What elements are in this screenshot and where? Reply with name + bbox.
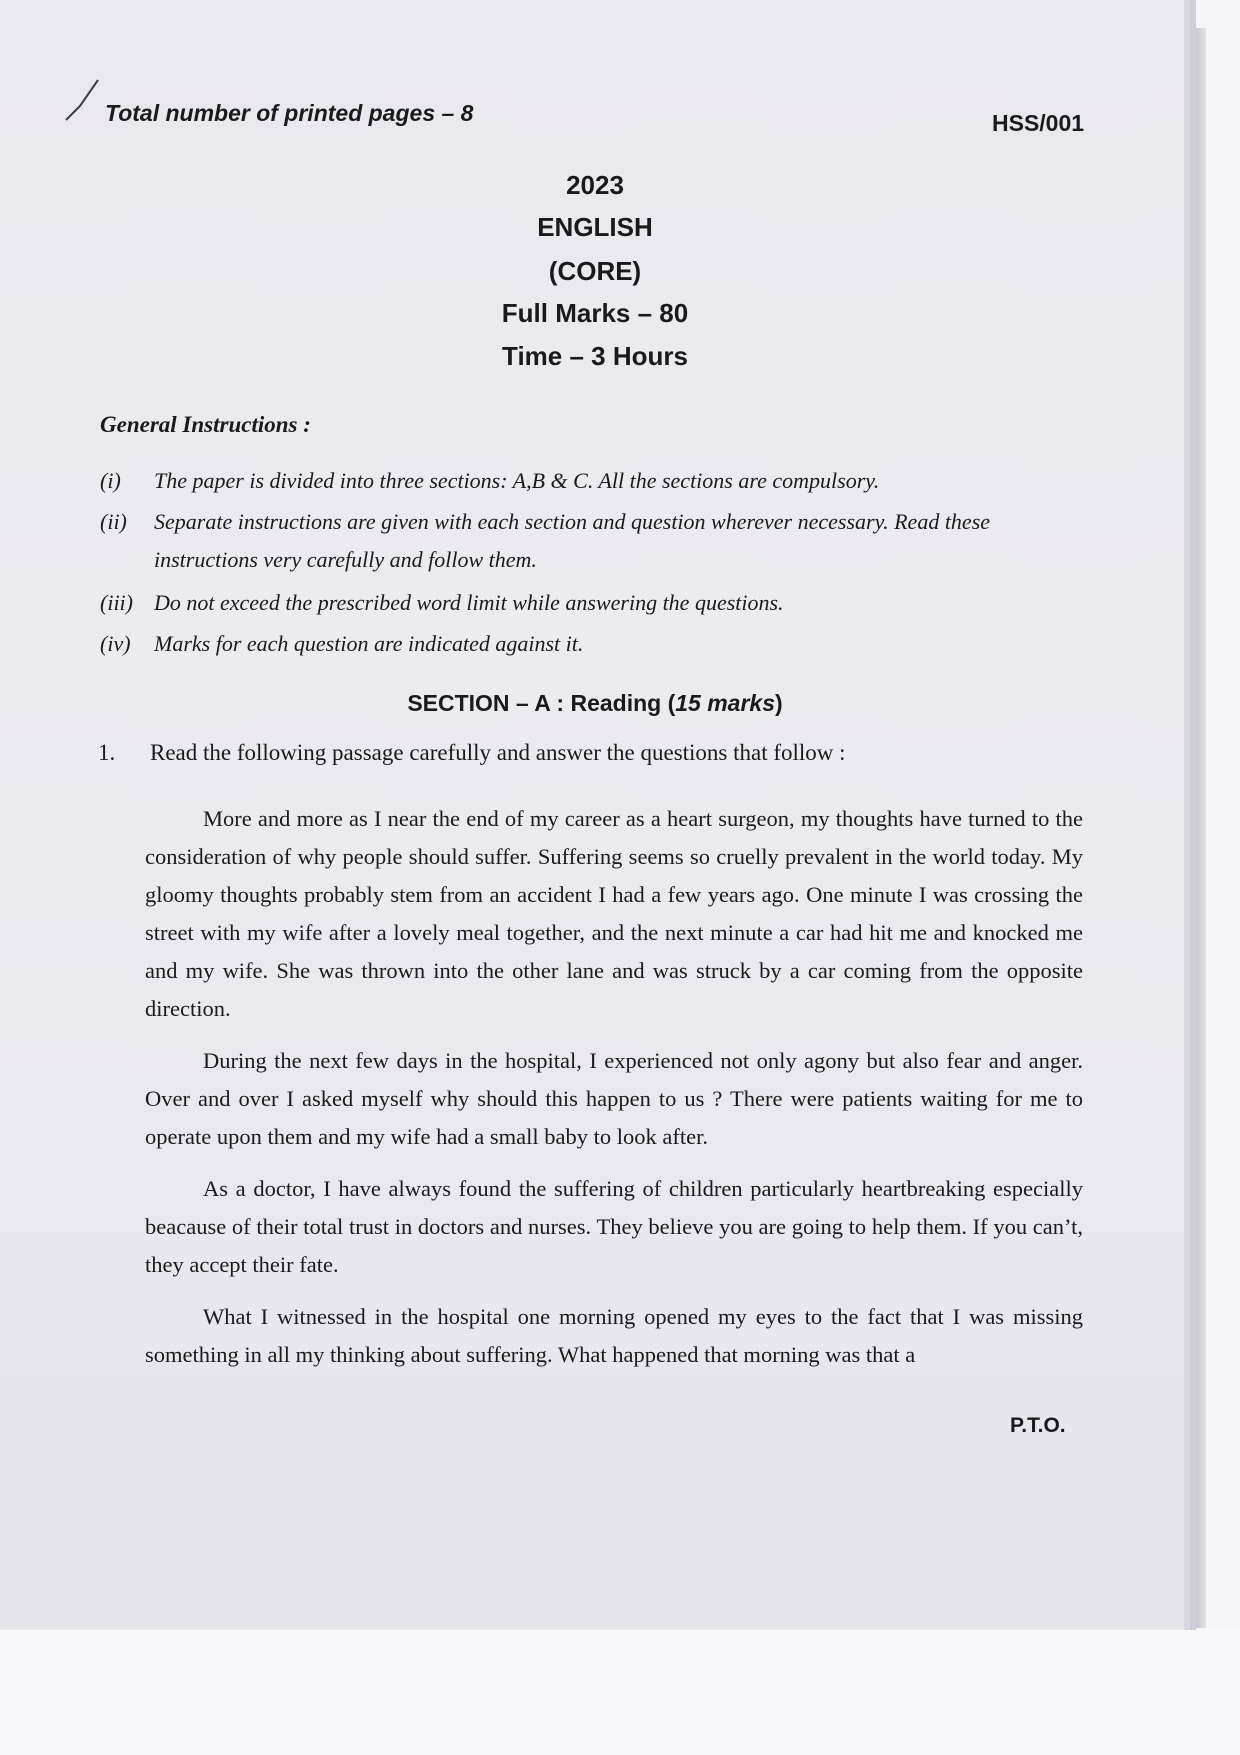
instruction-item — [100, 625, 1100, 663]
instruction-number: (ii) — [100, 509, 127, 534]
question-prompt: Read the following passage carefully and answer the questions that follow : — [150, 740, 846, 765]
printed-pages-label: Total number of printed pages – 8 — [105, 100, 474, 126]
passage-paragraph: As a doctor, I have always found the suffering of children particularly heartbreaking especially beacause of their total trust in doctors and nurses. They believe you are going to help them. If you can’t, they accept their fate. — [145, 1176, 1083, 1277]
instruction-text: Marks for each question are indicated against it. — [154, 631, 584, 656]
instruction-text: The paper is divided into three sections: A,B & C. All the sections are compulsory. — [154, 468, 880, 493]
pen-tick-mark — [62, 78, 102, 124]
paper-type: (CORE) — [548, 256, 642, 286]
instruction-item — [100, 503, 1100, 579]
section-a-heading — [0, 690, 1190, 717]
exam-year: 2023 — [566, 170, 624, 200]
page-edge — [1196, 28, 1206, 1628]
subject-title: ENGLISH — [537, 212, 653, 242]
passage-paragraph: What I witnessed in the hospital one morning opened my eyes to the fact that I was missing something in all my thinking about suffering. What happened that morning was that a — [145, 1304, 1083, 1367]
passage-paragraph: During the next few days in the hospital, I experienced not only agony but also fear and anger. Over and over I asked myself why should this happen to us ? There were patients waiting for me to operate upon them and my wife had a small baby to look after. — [145, 1048, 1083, 1149]
section-a-close: ) — [775, 690, 783, 716]
paper-code: HSS/001 — [992, 110, 1085, 136]
general-instructions-title: General Instructions : — [100, 412, 311, 437]
section-a-marks: 15 marks — [675, 690, 775, 716]
instruction-item — [100, 584, 1100, 622]
instruction-number: (i) — [100, 468, 121, 493]
full-marks: Full Marks – 80 — [501, 298, 689, 328]
scan-background — [0, 1630, 1240, 1755]
question-number: 1. — [98, 740, 116, 765]
instruction-text: Separate instructions are given with each section and question wherever necessary. Read these instructions very carefully and follow them. — [154, 509, 991, 572]
instruction-text: Do not exceed the prescribed word limit while answering the questions. — [154, 590, 784, 615]
instruction-item — [100, 462, 1100, 500]
passage-paragraph: More and more as I near the end of my career as a heart surgeon, my thoughts have turned to the consideration of why people should suffer. Suffering seems so cruelly prevalent in the world today. My gloomy thoughts probably stem from an accident I had a few years ago. One minute I was crossing the street with my wife after a lovely meal together, and the next minute a car had hit me and knocked me and my wife. She was thrown into the other lane and was struck by a car coming from the opposite direction. — [145, 806, 1083, 1021]
instruction-number: (iv) — [100, 631, 131, 656]
section-a-title: SECTION – A : Reading ( — [407, 690, 676, 716]
instruction-number: (iii) — [100, 590, 133, 615]
time-allowed: Time – 3 Hours — [502, 341, 688, 371]
please-turn-over: P.T.O. — [1010, 1414, 1066, 1437]
